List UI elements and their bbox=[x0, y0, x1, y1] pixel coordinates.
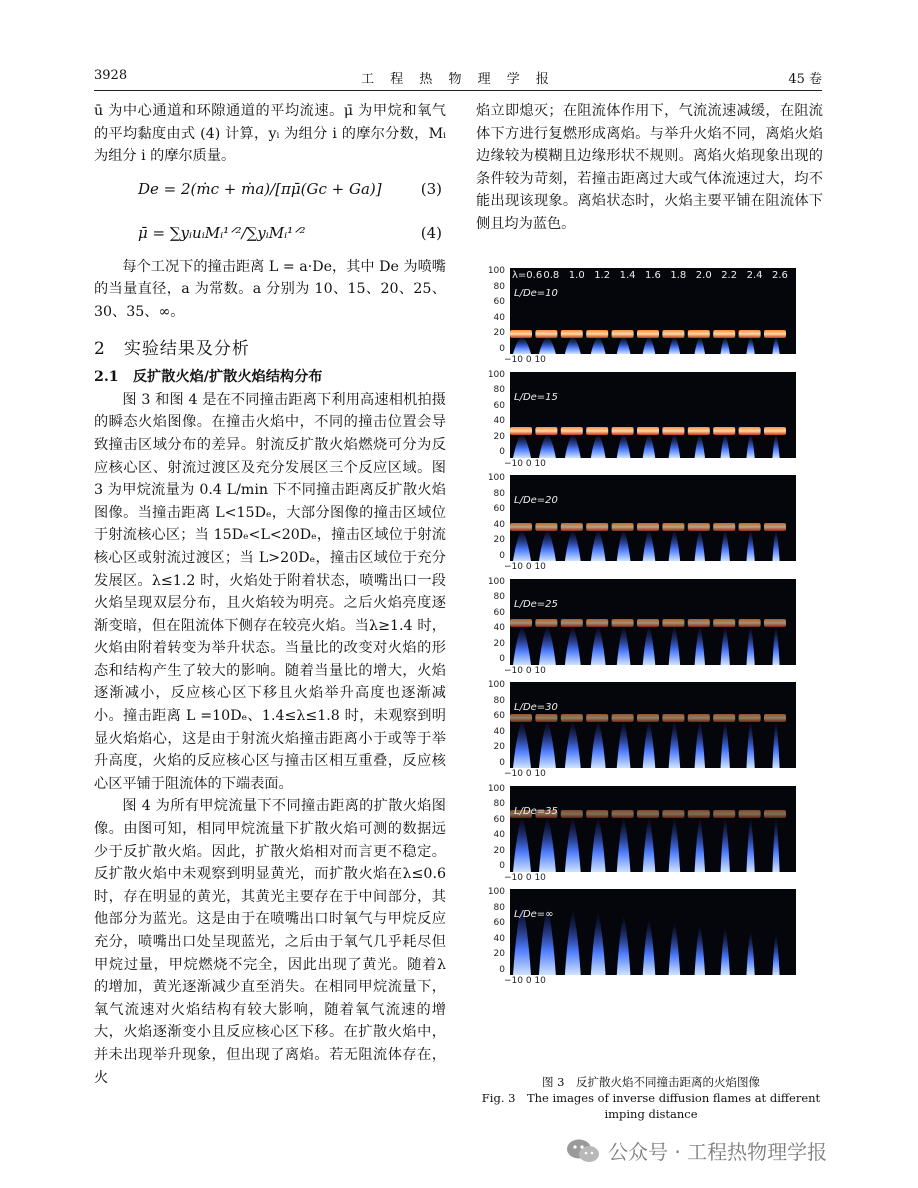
flame-panel bbox=[480, 471, 825, 581]
y-tick-label: 100 bbox=[487, 680, 505, 690]
impingement-flame bbox=[637, 427, 659, 435]
impingement-flame bbox=[688, 810, 710, 818]
y-tick-label: 0 bbox=[499, 757, 505, 768]
y-axis bbox=[480, 369, 508, 464]
blue-flame bbox=[643, 720, 656, 768]
section-heading-2: 2 实验结果及分析 bbox=[94, 338, 250, 359]
caption-english-line1: Fig. 3 The images of inverse diffusion flames at different bbox=[481, 1091, 821, 1105]
blue-flame bbox=[772, 433, 779, 458]
flame-drawing bbox=[510, 579, 796, 665]
y-axis bbox=[480, 576, 508, 671]
blue-flame bbox=[513, 336, 531, 354]
blue-flame bbox=[669, 720, 681, 768]
blue-flame bbox=[539, 529, 556, 561]
x-tick-labels: −10 0 10 bbox=[504, 458, 546, 469]
y-tick-label: 20 bbox=[493, 431, 505, 442]
blue-flame bbox=[539, 625, 556, 665]
blue-flame bbox=[695, 720, 705, 768]
y-axis bbox=[480, 268, 508, 360]
impingement-flame bbox=[561, 330, 583, 338]
impingement-flame bbox=[637, 619, 659, 627]
caption-english-line2: imping distance bbox=[604, 1107, 698, 1121]
blue-flame bbox=[721, 336, 730, 354]
y-tick-label: 40 bbox=[493, 312, 505, 323]
y-tick-label: 80 bbox=[493, 281, 505, 292]
y-tick-label: 60 bbox=[493, 814, 505, 825]
blue-flame bbox=[643, 336, 656, 354]
flame-image bbox=[510, 682, 796, 768]
paragraph-variables: ū 为中心通道和环隙通道的平均流速。μ̄ 为甲烷和氧气的平均黏度由式 (4) 计算，yᵢ 为组分 i 的摩尔分数，Mᵢ 为组分 i 的摩尔质量。 bbox=[94, 103, 446, 165]
impingement-flame bbox=[637, 330, 659, 338]
y-tick-label: 100 bbox=[487, 783, 505, 794]
y-tick-label: 80 bbox=[493, 385, 505, 395]
impingement-flame bbox=[535, 523, 557, 531]
impingement-flame bbox=[535, 427, 557, 435]
y-tick-label: 20 bbox=[493, 742, 505, 752]
subsection-heading-2-1: 2.1 反扩散火焰/扩散火焰结构分布 bbox=[94, 369, 323, 386]
blue-flame bbox=[721, 720, 730, 768]
blue-flame bbox=[721, 927, 730, 975]
y-tick-label: 20 bbox=[493, 638, 505, 649]
y-tick-label: 0 bbox=[499, 343, 505, 354]
blue-flame bbox=[617, 720, 631, 768]
blue-flame bbox=[617, 336, 631, 354]
blue-flame bbox=[772, 625, 779, 665]
impingement-flame bbox=[662, 619, 684, 627]
impingement-flame bbox=[688, 714, 710, 722]
impingement-flame bbox=[612, 714, 634, 722]
impingement-flame bbox=[764, 714, 786, 722]
y-tick-label: 60 bbox=[493, 607, 505, 618]
volume-number: 45 卷 bbox=[788, 72, 822, 87]
blue-flame bbox=[695, 336, 705, 354]
blue-flame bbox=[721, 529, 730, 561]
impingement-flame bbox=[561, 523, 583, 531]
blue-flame bbox=[617, 625, 631, 665]
impingement-flame bbox=[612, 619, 634, 627]
lambda-label: 1.4 bbox=[619, 270, 636, 281]
impingement-flame bbox=[586, 810, 608, 818]
blue-flame bbox=[746, 336, 754, 354]
blue-flame bbox=[565, 336, 581, 354]
impingement-flame bbox=[637, 810, 659, 818]
blue-flame bbox=[591, 529, 606, 561]
blue-flame bbox=[565, 625, 581, 665]
y-tick-label: 40 bbox=[493, 933, 505, 944]
impingement-flame bbox=[662, 427, 684, 435]
panel-label: L/De=30 bbox=[514, 702, 558, 713]
blue-flame bbox=[565, 720, 581, 768]
paragraph-fig3-description: 图 3 和图 4 是在不同撞击距离下利用高速相机拍摄的瞬态火焰图像。在撞击火焰中，不同的撞击位置会导致撞击区域分布的差异。射流反扩散火焰燃烧可分为反应核心区、射流过渡区及充分发展区三个反应区域。图 3 为甲烷流量为 0.4 L/min 下不同撞击距离反扩散火焰图像。当撞击距离 L<15Dₑ，大部分图像的撞击区域位于射流核心区；当 15Dₑ<L<20Dₑ，撞击区域位于射流核心区或射流过渡区；当 L>20Dₑ，撞击区域位于充分发展区。λ≤1.2 时，火焰处于附着状态，喷嘴出口一段火焰呈现双层分布，且火焰较为明亮。之后火焰亮度逐渐变暗，但在阻流体下侧存在较亮火焰。当λ≥1.4 时，火焰由附着转变为举升状态。当量比的改变对火焰的形态和结构产生了较大的影响。随着当量比的增大，火焰逐渐减小，反应核心区下移且火焰举升高度也逐渐减小。撞击距离 L =10Dₑ、1.4≤λ≤1.8 时，未观察到明显火焰焰心，这是由于射流火焰撞击距离小于或等于举升高度，火焰的反应核心区与撞击区相互重叠，反应核心区平铺于阻流体的下端表面。 bbox=[94, 391, 446, 792]
lambda-label: 2.6 bbox=[772, 270, 788, 281]
blue-flame bbox=[746, 930, 754, 975]
y-tick-label: 0 bbox=[499, 964, 505, 975]
lambda-label: 1.0 bbox=[568, 270, 585, 281]
blue-flame bbox=[695, 816, 705, 872]
figure-caption bbox=[476, 1074, 826, 1122]
page-header bbox=[94, 68, 822, 88]
panel-label: L/De=10 bbox=[514, 288, 558, 299]
y-tick-label: 100 bbox=[487, 369, 505, 380]
y-tick-label: 60 bbox=[493, 711, 505, 721]
impingement-flame bbox=[612, 330, 634, 338]
paragraph-fig4-description: 图 4 为所有甲烷流量下不同撞击距离的扩散火焰图像。由图可知，相同甲烷流量下扩散火焰可测的数据远少于反扩散火焰。因此，扩散火焰相对而言更不稳定。反扩散火焰中未观察到明显黄光，而扩散火焰在λ≤0.6 时，存在明显的黄光，其黄光主要存在于中间部分，其他部分为蓝光。这是由于在喷嘴出口时氧气与甲烷反应充分，喷嘴出口处呈现蓝光，之后由于氧气几乎耗尽但甲烷过量，甲烷燃烧不完全，因此出现了黄光。随着λ 的增加，黄光逐渐减少直至消失。在相同甲烷流量下，氧气流速对火焰结构有较大影响，随着氧气流速的增大，火焰逐渐变小且反应核心区下移。在扩散火焰中，并未出现举升现象，但出现了离焰。若无阻流体存在，火 bbox=[94, 798, 446, 1086]
impingement-flame bbox=[561, 810, 583, 818]
impingement-flame bbox=[586, 330, 608, 338]
y-tick-label: 40 bbox=[493, 830, 505, 840]
left-column bbox=[94, 100, 446, 1089]
x-tick-labels: −10 0 10 bbox=[504, 872, 546, 883]
blue-flame bbox=[591, 336, 606, 354]
paragraph-impingement-distance: 每个工况下的撞击距离 L = a·De，其中 De 为喷嘴的当量直径，a 为常数。a 分别为 10、15、20、25、30、35、∞。 bbox=[94, 258, 446, 320]
equation-3 bbox=[94, 168, 446, 212]
blue-flame bbox=[565, 529, 581, 561]
blue-flame bbox=[565, 433, 581, 458]
flame-panel bbox=[480, 368, 825, 478]
y-tick-label: 0 bbox=[499, 550, 505, 561]
impingement-flame bbox=[612, 810, 634, 818]
blue-flame bbox=[695, 529, 705, 561]
blue-flame bbox=[695, 625, 705, 665]
y-tick-label: 80 bbox=[493, 799, 505, 809]
impingement-flame bbox=[612, 427, 634, 435]
x-tick-labels: −10 0 10 bbox=[504, 665, 546, 676]
impingement-flame bbox=[637, 523, 659, 531]
blue-flame bbox=[721, 816, 730, 872]
blue-flame bbox=[721, 625, 730, 665]
blue-flame bbox=[772, 720, 779, 768]
lambda-label: 0.8 bbox=[543, 270, 560, 281]
impingement-flame bbox=[510, 523, 532, 531]
y-tick-label: 100 bbox=[487, 887, 505, 897]
impingement-flame bbox=[764, 810, 786, 818]
equation-4 bbox=[94, 212, 446, 256]
impingement-flame bbox=[739, 810, 761, 818]
impingement-flame bbox=[688, 330, 710, 338]
impingement-flame bbox=[510, 619, 532, 627]
header-rule bbox=[94, 90, 822, 91]
impingement-flame bbox=[510, 714, 532, 722]
impingement-flame bbox=[586, 714, 608, 722]
y-tick-label: 20 bbox=[493, 328, 505, 338]
page-number: 3928 bbox=[94, 68, 128, 83]
journal-title: 工 程 热 物 理 学 报 bbox=[361, 72, 555, 87]
lambda-labels bbox=[510, 270, 796, 284]
blue-flame bbox=[772, 816, 779, 872]
y-axis bbox=[480, 889, 508, 981]
y-tick-label: 60 bbox=[493, 918, 505, 928]
blue-flame bbox=[669, 625, 681, 665]
impingement-flame bbox=[637, 714, 659, 722]
blue-flame bbox=[772, 336, 779, 354]
flame-drawing bbox=[510, 786, 796, 872]
impingement-flame bbox=[764, 523, 786, 531]
impingement-flame bbox=[739, 714, 761, 722]
paragraph-lifted-flame: 焰立即熄灭；在阻流体作用下，气流流速减缓，在阻流体下方进行复燃形成离焰。与举升火焰不同，离焰火焰边缘较为模糊且边缘形状不规则。离焰火焰现象出现的条件较为苛刻，若撞击距离过大或气体流速过大，均不能出现该现象。离焰状态时，火焰主要平铺在阻流体下侧且均为蓝色。 bbox=[476, 103, 823, 232]
impingement-flame bbox=[739, 330, 761, 338]
blue-flame bbox=[539, 720, 556, 768]
impingement-flame bbox=[713, 714, 735, 722]
blue-flame bbox=[643, 816, 656, 872]
y-tick-label: 20 bbox=[493, 535, 505, 545]
impingement-flame bbox=[535, 619, 557, 627]
flame-panel bbox=[480, 885, 825, 995]
blue-flame bbox=[669, 336, 681, 354]
blue-flame bbox=[513, 625, 531, 665]
flame-panel bbox=[480, 782, 825, 892]
impingement-flame bbox=[535, 714, 557, 722]
impingement-flame bbox=[510, 427, 532, 435]
impingement-flame bbox=[713, 619, 735, 627]
blue-flame bbox=[617, 816, 631, 872]
y-tick-label: 40 bbox=[493, 519, 505, 530]
blue-flame bbox=[539, 433, 556, 458]
blue-flame bbox=[746, 720, 754, 768]
blue-flame bbox=[643, 918, 656, 975]
impingement-flame bbox=[662, 523, 684, 531]
y-tick-label: 40 bbox=[493, 726, 505, 737]
panel-label: L/De=35 bbox=[514, 805, 558, 817]
wechat-watermark bbox=[566, 1136, 827, 1165]
blue-flame bbox=[539, 816, 556, 872]
y-tick-label: 80 bbox=[493, 695, 505, 706]
y-tick-label: 0 bbox=[499, 861, 505, 871]
blue-flame bbox=[669, 816, 681, 872]
y-tick-label: 100 bbox=[487, 576, 505, 587]
blue-flame bbox=[539, 336, 556, 354]
blue-flame bbox=[669, 529, 681, 561]
flame-drawing bbox=[510, 372, 796, 458]
y-tick-label: 40 bbox=[493, 623, 505, 633]
y-tick-label: 20 bbox=[493, 949, 505, 959]
y-tick-label: 0 bbox=[499, 447, 505, 457]
flame-image bbox=[510, 372, 796, 458]
flame-panel bbox=[480, 264, 825, 374]
right-column bbox=[476, 100, 823, 236]
impingement-flame bbox=[739, 427, 761, 435]
impingement-flame bbox=[561, 619, 583, 627]
blue-flame bbox=[643, 625, 656, 665]
panel-label: L/De=20 bbox=[514, 495, 558, 506]
blue-flame bbox=[669, 433, 681, 458]
x-tick-labels: −10 0 10 bbox=[504, 562, 546, 572]
y-axis bbox=[480, 682, 508, 774]
lambda-label: 1.2 bbox=[594, 270, 611, 281]
blue-flame bbox=[746, 529, 754, 561]
y-axis bbox=[480, 475, 508, 567]
y-tick-label: 80 bbox=[493, 488, 505, 499]
lambda-label: 2.4 bbox=[746, 270, 763, 281]
panel-label: L/De=15 bbox=[514, 391, 558, 403]
impingement-flame bbox=[535, 330, 557, 338]
impingement-flame bbox=[688, 523, 710, 531]
impingement-flame bbox=[662, 714, 684, 722]
blue-flame bbox=[746, 433, 754, 458]
flame-panel bbox=[480, 678, 825, 788]
y-tick-label: 40 bbox=[493, 416, 505, 426]
blue-flame bbox=[695, 924, 705, 975]
blue-flame bbox=[772, 933, 779, 975]
y-tick-label: 60 bbox=[493, 297, 505, 307]
blue-flame bbox=[591, 720, 606, 768]
blue-flame bbox=[643, 433, 656, 458]
impingement-flame bbox=[713, 330, 735, 338]
blue-flame bbox=[565, 909, 581, 975]
blue-flame bbox=[669, 921, 681, 975]
caption-chinese: 图 3 反扩散火焰不同撞击距离的火焰图像 bbox=[542, 1075, 760, 1089]
blue-flame bbox=[617, 529, 631, 561]
impingement-flame bbox=[764, 427, 786, 435]
impingement-flame bbox=[612, 523, 634, 531]
impingement-flame bbox=[764, 330, 786, 338]
panel-label: L/De=25 bbox=[514, 598, 558, 610]
flame-drawing bbox=[510, 682, 796, 768]
lambda-label: 1.8 bbox=[670, 270, 687, 281]
flame-image bbox=[510, 786, 796, 872]
blue-flame bbox=[591, 625, 606, 665]
y-tick-label: 20 bbox=[493, 845, 505, 856]
impingement-flame bbox=[688, 619, 710, 627]
y-axis bbox=[480, 783, 508, 878]
flame-drawing bbox=[510, 475, 796, 561]
blue-flame bbox=[513, 816, 531, 872]
blue-flame bbox=[695, 433, 705, 458]
lambda-label: 1.6 bbox=[645, 270, 661, 281]
impingement-flame bbox=[739, 523, 761, 531]
blue-flame bbox=[746, 816, 754, 872]
blue-flame bbox=[772, 529, 779, 561]
flame-image bbox=[510, 475, 796, 561]
blue-flame bbox=[513, 720, 531, 768]
wechat-icon bbox=[566, 1138, 600, 1164]
impingement-flame bbox=[713, 810, 735, 818]
flame-image bbox=[510, 268, 796, 354]
impingement-flame bbox=[586, 523, 608, 531]
impingement-flame bbox=[510, 330, 532, 338]
impingement-flame bbox=[713, 427, 735, 435]
impingement-flame bbox=[662, 810, 684, 818]
panel-label: L/De=∞ bbox=[514, 909, 554, 920]
equation-3-body: De = 2(ṁc + ṁa)/[πμ̄(Gc + Ga)] bbox=[138, 179, 382, 198]
blue-flame bbox=[591, 816, 606, 872]
lambda-label: λ=0.6 bbox=[512, 270, 543, 281]
equation-3-number: (3) bbox=[420, 179, 442, 198]
blue-flame bbox=[591, 433, 606, 458]
flame-image bbox=[510, 889, 796, 975]
figure-3-flame-images bbox=[480, 264, 825, 986]
impingement-flame bbox=[561, 427, 583, 435]
blue-flame bbox=[617, 915, 631, 975]
impingement-flame bbox=[662, 330, 684, 338]
y-tick-label: 0 bbox=[499, 654, 505, 664]
impingement-flame bbox=[586, 427, 608, 435]
watermark-text: 公众号 · 工程热物理学报 bbox=[608, 1140, 828, 1164]
y-tick-label: 60 bbox=[493, 400, 505, 411]
blue-flame bbox=[617, 433, 631, 458]
lambda-label: 2.2 bbox=[721, 270, 738, 281]
flame-image bbox=[510, 579, 796, 665]
y-tick-label: 80 bbox=[493, 902, 505, 913]
blue-flame bbox=[643, 529, 656, 561]
x-tick-labels: −10 0 10 bbox=[504, 769, 546, 779]
y-tick-label: 60 bbox=[493, 504, 505, 514]
impingement-flame bbox=[764, 619, 786, 627]
equation-4-body: μ̄ = ∑yᵢuᵢMᵢ¹ᐟ²/∑yᵢMᵢ¹ᐟ² bbox=[138, 223, 306, 242]
blue-flame bbox=[591, 912, 606, 975]
blue-flame bbox=[513, 529, 531, 561]
equation-4-number: (4) bbox=[420, 223, 442, 242]
lambda-label: 2.0 bbox=[695, 270, 712, 281]
blue-flame bbox=[721, 433, 730, 458]
flame-panel bbox=[480, 575, 825, 685]
y-tick-label: 80 bbox=[493, 592, 505, 602]
blue-flame bbox=[513, 433, 531, 458]
flame-drawing bbox=[510, 889, 796, 975]
impingement-flame bbox=[713, 523, 735, 531]
x-tick-labels: −10 0 10 bbox=[504, 355, 546, 365]
impingement-flame bbox=[586, 619, 608, 627]
impingement-flame bbox=[739, 619, 761, 627]
x-tick-labels: −10 0 10 bbox=[504, 976, 546, 986]
blue-flame bbox=[565, 816, 581, 872]
y-tick-label: 100 bbox=[487, 473, 505, 483]
impingement-flame bbox=[688, 427, 710, 435]
impingement-flame bbox=[561, 714, 583, 722]
blue-flame bbox=[746, 625, 754, 665]
y-tick-label: 100 bbox=[487, 266, 505, 276]
